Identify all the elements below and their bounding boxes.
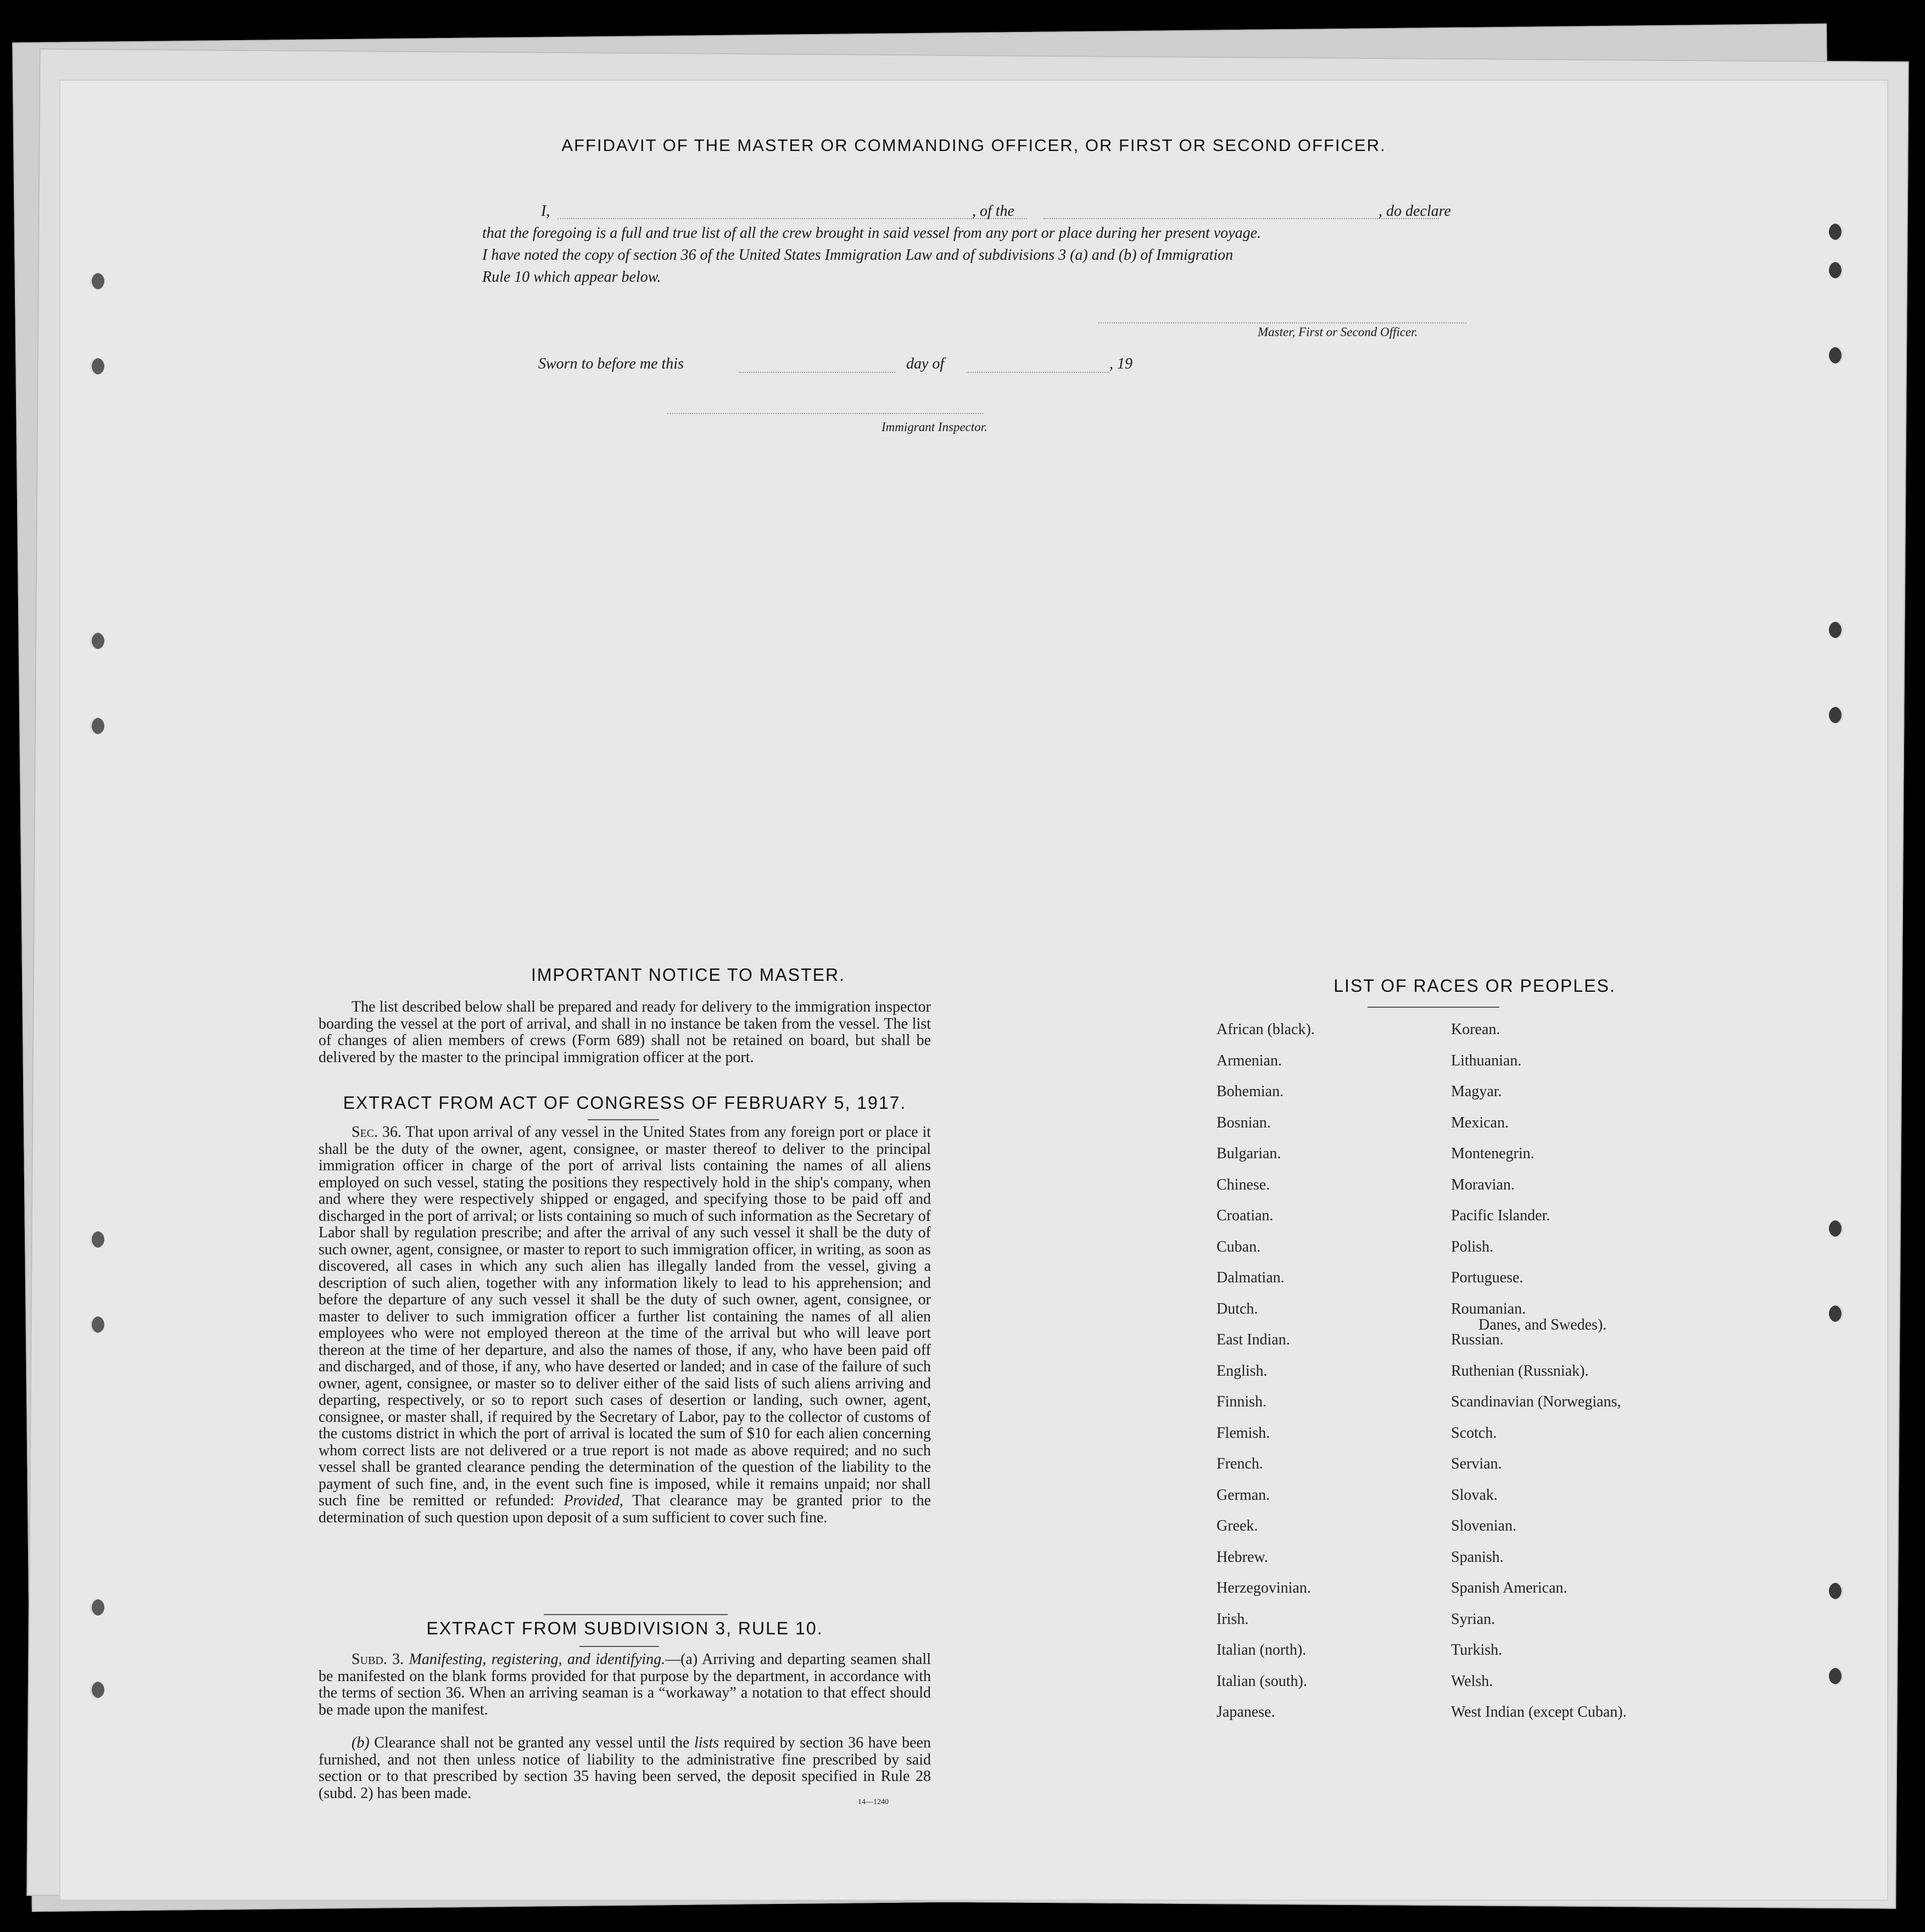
race-item: Flemish. bbox=[1217, 1424, 1270, 1442]
race-item: Syrian. bbox=[1451, 1610, 1496, 1628]
notice-text: The list described below shall be prepared and ready for delivery to the immigration inspector boarding the vessel at the port of arrival, and shall in no instance be taken from the vessel. The list of changes of alien members of crews (Form 689) shall not be retained on board, but shall be delivered by the master to the principal immigration officer at the port. bbox=[319, 998, 931, 1066]
race-item: Spanish American. bbox=[1451, 1579, 1567, 1596]
race-item: Japanese. bbox=[1217, 1704, 1275, 1721]
subdivision-b-text bbox=[319, 1735, 931, 1802]
races-title: LIST OF RACES OR PEOPLES. bbox=[1333, 976, 1616, 996]
race-item: West Indian (except Cuban). bbox=[1451, 1704, 1627, 1721]
binder-hole bbox=[1829, 622, 1843, 638]
affidavit-title: AFFIDAVIT OF THE MASTER OR COMMANDING OFFICER, OR FIRST OR SECOND OFFICER. bbox=[561, 136, 1386, 155]
race-item: Montenegrin. bbox=[1451, 1145, 1535, 1162]
master-signature-line bbox=[1098, 322, 1466, 323]
lists-word: lists bbox=[694, 1734, 719, 1751]
race-item: Finnish. bbox=[1217, 1393, 1267, 1410]
section-number: Sec. 36. bbox=[351, 1124, 402, 1141]
binder-hole bbox=[90, 273, 104, 289]
race-item: Hebrew. bbox=[1217, 1548, 1268, 1566]
binder-hole bbox=[90, 358, 104, 375]
affidavit-of-the: , of the bbox=[972, 203, 1014, 220]
race-item: Dalmatian. bbox=[1217, 1269, 1285, 1286]
binder-hole bbox=[1829, 262, 1843, 278]
race-item: Armenian. bbox=[1217, 1052, 1282, 1069]
race-item: Russian. bbox=[1451, 1331, 1504, 1348]
binder-hole bbox=[90, 718, 104, 734]
affidavit-line-3: I have noted the copy of section 36 of the United States Immigration Law and of subdivisions 3 (a) and (b) of Immigration bbox=[482, 247, 1234, 264]
name-blank bbox=[557, 218, 1027, 219]
race-item: Magyar. bbox=[1451, 1083, 1502, 1100]
divider bbox=[588, 1119, 659, 1120]
subdivision-a-body: —(a) Arriving and departing seamen shall be manifested on the blank forms provided for that purpose by the department, in accordance with the terms of section 36. When an arriving seaman is a “workaway” a notation to that effect should be made upon the manifest. bbox=[319, 1651, 931, 1718]
race-item: Pacific Islander. bbox=[1451, 1207, 1550, 1224]
race-item: Scotch. bbox=[1451, 1424, 1497, 1442]
inspector-signature-line bbox=[667, 413, 983, 414]
subdivision-b-body-2: required by section 36 have been furnished, and not then unless notice of liability to the administrative fine prescribed by said section or to that prescribed by section 35 having been served, the deposit specified in Rule 28 (subd. 2) has been made. bbox=[319, 1734, 931, 1802]
race-item: German. bbox=[1217, 1486, 1270, 1504]
binder-hole bbox=[90, 1682, 104, 1698]
race-item: Servian. bbox=[1451, 1455, 1502, 1472]
race-item: Scandinavian (Norwegians, bbox=[1451, 1393, 1621, 1410]
binder-hole bbox=[90, 1599, 104, 1616]
subdivision-heading: Manifesting, registering, and identifying. bbox=[409, 1651, 666, 1668]
race-item: Turkish. bbox=[1451, 1641, 1503, 1659]
day-blank bbox=[739, 372, 895, 373]
binder-hole bbox=[1829, 1220, 1843, 1237]
race-item: Greek. bbox=[1217, 1517, 1258, 1534]
affidavit-do-declare: , do declare bbox=[1379, 203, 1451, 220]
binder-hole bbox=[90, 1231, 104, 1248]
month-blank bbox=[967, 372, 1109, 373]
race-item: Spanish. bbox=[1451, 1548, 1504, 1566]
section-body: That upon arrival of any vessel in the United States from any foreign port or place it shall be the duty of the owner, agent, consignee, or master thereof to deliver to the principal immigration officer in charge of the port of arrival lists containing the names of all aliens employed on such vessel, stating the positions they respectively hold in the ship's company, when and where they were respectively shipped or engaged, and specifying those to be paid off and discharged in the port of arrival; or lists containing so much of such information as the Secretary of Labor shall by regulation prescribe; and after the arrival of any such vessel it shall be the duty of such owner, agent, consignee, or master to report to such immigration officer, in writing, as soon as discovered, all cases in which any such alien has illegally landed from the vessel, giving a description of such alien, together with any information likely to lead to his apprehension; and before the departure of any such vessel it shall be the duty of such owner, agent, consignee, or master to deliver to such immigration officer a further list containing the names of all alien employees who were not employed thereon at the time of the arrival but who will leave port thereon at the time of her departure, and also the names of those, if any, who have been paid off and discharged, and of those, if any, who have deserted or landed; and in case of the failure of such owner, agent, consignee, or master so to deliver either of the said lists of such aliens arriving and departing, respectively, or so to report such cases of desertion or landing, such owner, agent, consignee, or master shall, if required by the Secretary of Labor, pay to the collector of customs of the customs district in which the port of arrival is located the sum of $10 for each alien concerning whom correct lists are not delivered or a true report is not made as above required; and no such vessel shall be granted clearance pending the determination of the question of the liability to the payment of such fine, and, in the event such fine is imposed, while it remains unpaid; nor shall such fine be remitted or refunded: bbox=[319, 1124, 931, 1509]
sworn-text: Sworn to before me this bbox=[538, 355, 684, 372]
race-item: English. bbox=[1217, 1362, 1268, 1380]
race-item: Dutch. bbox=[1217, 1300, 1258, 1317]
race-item: Danes, and Swedes). bbox=[1478, 1316, 1607, 1333]
race-item: Bosnian. bbox=[1217, 1114, 1271, 1131]
inspector-signature-label: Immigrant Inspector. bbox=[881, 420, 987, 434]
race-item: Italian (south). bbox=[1217, 1672, 1307, 1690]
form-number: 14—1240 bbox=[858, 1798, 889, 1806]
act-extract-title: EXTRACT FROM ACT OF CONGRESS OF FEBRUARY 5, 1917. bbox=[343, 1093, 907, 1113]
race-item: Italian (north). bbox=[1217, 1641, 1307, 1659]
race-item: Portuguese. bbox=[1451, 1269, 1524, 1286]
subdivision-a-text bbox=[319, 1651, 931, 1718]
race-item: Cuban. bbox=[1217, 1238, 1261, 1255]
race-item: Herzegovinian. bbox=[1217, 1579, 1311, 1596]
race-item: Moravian. bbox=[1451, 1176, 1515, 1193]
race-item: African (black). bbox=[1217, 1021, 1315, 1038]
day-of-label: day of bbox=[906, 355, 945, 372]
race-item: French. bbox=[1217, 1455, 1263, 1472]
race-item: Bulgarian. bbox=[1217, 1145, 1281, 1162]
subdivision-b-label: (b) bbox=[351, 1734, 370, 1751]
race-item: East Indian. bbox=[1217, 1331, 1290, 1348]
binder-hole bbox=[1829, 224, 1843, 240]
race-item: Lithuanian. bbox=[1451, 1052, 1522, 1069]
race-item: Bohemian. bbox=[1217, 1083, 1284, 1100]
divider bbox=[1368, 1007, 1499, 1008]
binder-hole bbox=[90, 1316, 104, 1333]
binder-hole bbox=[1829, 1668, 1843, 1684]
race-item: Chinese. bbox=[1217, 1176, 1270, 1193]
race-item: Polish. bbox=[1451, 1238, 1494, 1255]
race-item: Welsh. bbox=[1451, 1672, 1493, 1690]
affidavit-line-4: Rule 10 which appear below. bbox=[482, 269, 661, 286]
rule-extract-title: EXTRACT FROM SUBDIVISION 3, RULE 10. bbox=[426, 1618, 823, 1638]
binder-hole bbox=[1829, 347, 1843, 364]
affidavit-line-2: that the foregoing is a full and true list of all the crew brought in said vessel from any port or place during her present voyage. bbox=[482, 225, 1262, 242]
race-item: Slovenian. bbox=[1451, 1517, 1516, 1534]
divider bbox=[544, 1614, 728, 1615]
year-label: , 19 bbox=[1109, 355, 1132, 372]
race-item: Ruthenian (Russniak). bbox=[1451, 1362, 1589, 1380]
provided-word: Provided, bbox=[563, 1492, 623, 1509]
document-page bbox=[59, 80, 1888, 1901]
binder-hole bbox=[1829, 1305, 1843, 1322]
divider bbox=[579, 1646, 659, 1647]
binder-hole bbox=[1829, 1583, 1843, 1599]
race-item: Irish. bbox=[1217, 1610, 1249, 1628]
race-item: Mexican. bbox=[1451, 1114, 1509, 1131]
race-item: Croatian. bbox=[1217, 1207, 1274, 1224]
affidavit-i-label: I, bbox=[541, 203, 550, 220]
subdivision-b-body-1: Clearance shall not be granted any vessel until the bbox=[374, 1734, 690, 1751]
section-body-end: That clearance may be granted prior to the determination of such question upon deposit of a sum sufficient to cover such fine. bbox=[319, 1492, 931, 1526]
notice-title: IMPORTANT NOTICE TO MASTER. bbox=[531, 965, 845, 985]
race-item: Roumanian. bbox=[1451, 1300, 1526, 1317]
master-signature-label: Master, First or Second Officer. bbox=[1258, 325, 1418, 339]
race-item: Slovak. bbox=[1451, 1486, 1498, 1504]
binder-hole bbox=[90, 633, 104, 649]
binder-hole bbox=[1829, 707, 1843, 723]
act-extract-text bbox=[319, 1124, 931, 1526]
subdivision-number: Subd. 3. bbox=[351, 1651, 404, 1668]
race-item: Korean. bbox=[1451, 1021, 1500, 1038]
